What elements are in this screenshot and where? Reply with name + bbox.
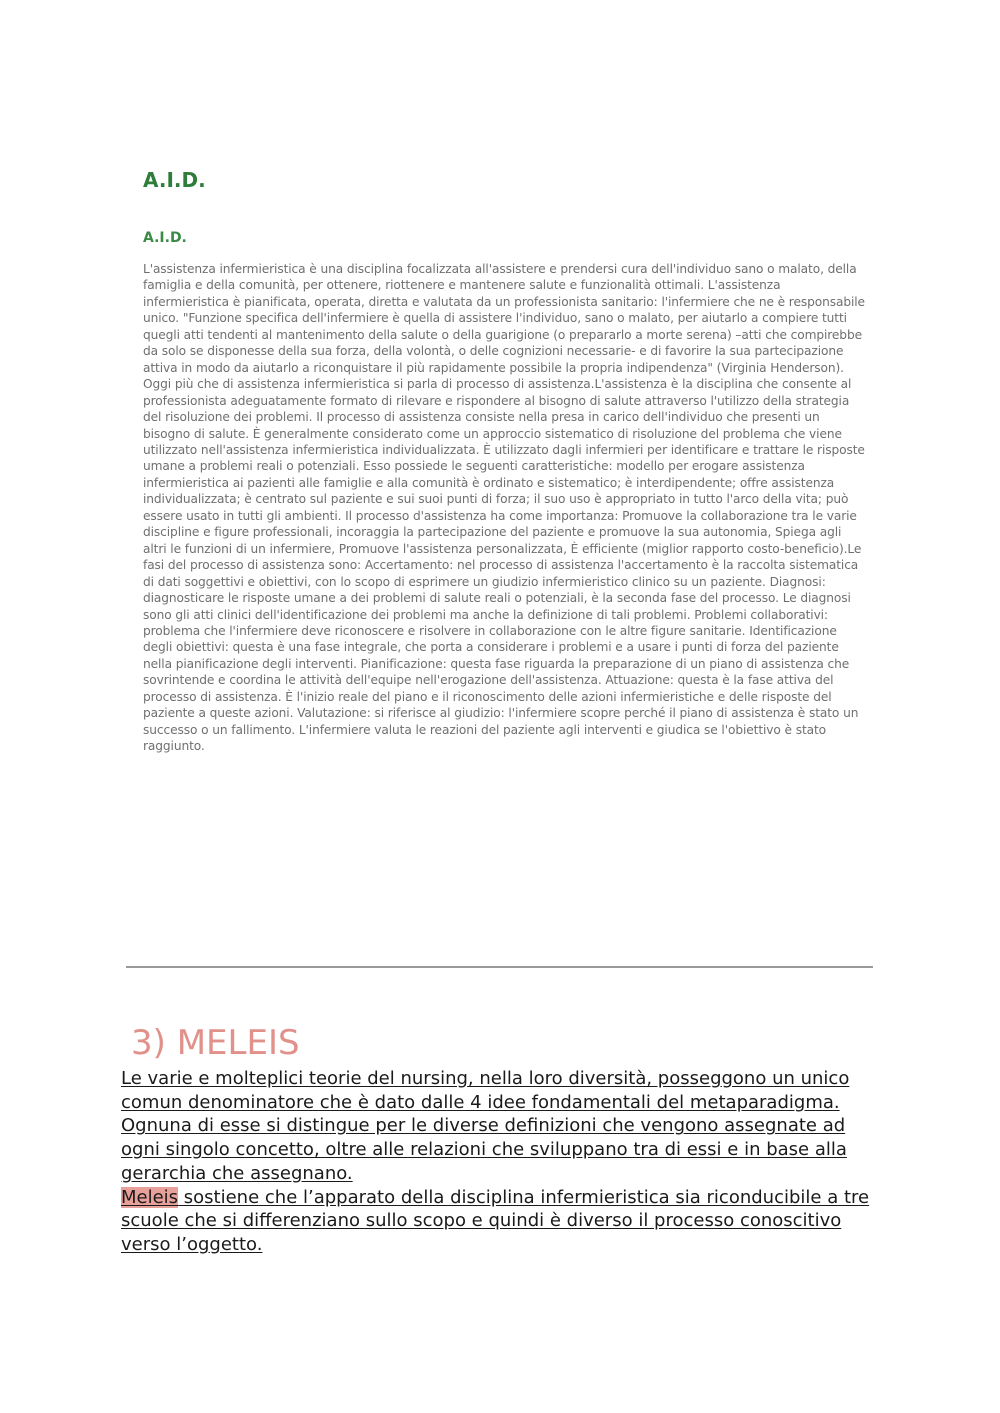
- aid-subtitle: A.I.D.: [143, 230, 187, 246]
- meleis-paragraph-2: Ognuna di esse si distingue per le diverse definizioni che vengono assegnate ad ogni singolo concetto, oltre alle relazioni che sviluppano tra di essi e in base alla gerarchia che assegnano.: [121, 1115, 847, 1184]
- section-divider: [126, 966, 873, 968]
- aid-paragraph: L'assistenza infermieristica è una disciplina focalizzata all'assistere e prendersi cura dell'individuo sano o malato, della famiglia e della comunità, per ottenere, riottenere e mantenere salute e funzionalità ottimali. L'assistenza infermieristica è pianificata, operata, diretta e valutata da un professionista sanitario: l'infermiere che ne è responsabile unico. "Funzione specifica dell'infermiere è quella di assistere l'individuo, sano o malato, per aiutarlo a compiere tutti quegli atti tendenti al mantenimento della salute o della guarigione (o prepararlo a morte serena) –atti che compirebbe da solo se disponesse della sua forza, della volontà, o delle cognizioni necessarie- e di favorire la sua partecipazione attiva in modo da aiutarlo a riconquistare il più rapidamente possibile la propria indipendenza" (Virginia Henderson). Oggi più che di assistenza infermieristica si parla di processo di assistenza.L'assistenza è la disciplina che consente al professionista adeguatamente formato di rilevare e rispondere al bisogno di salute attraverso l'utilizzo della strategia del risoluzione dei problemi. Il processo di assistenza consiste nella presa in carico dell'individuo che presenti un bisogno di salute. È generalmente considerato come un approccio sistematico di risoluzione del problema che viene utilizzato nell'assistenza infermieristica individualizzata. È utilizzato dagli infermieri per identificare e trattare le risposte umane a problemi reali o potenziali. Esso possiede le seguenti caratteristiche: modello per erogare assistenza infermieristica ai pazienti alle famiglie e alla comunità è ordinato e sistematico; è interdipendente; offre assistenza individualizzata; è centrato sul paziente e sui suoi punti di forza; il suo uso è appropriato in tutto l'arco della vita; può essere usato in tutti gli ambienti. Il processo d'assistenza ha come importanza: Promuove la collaborazione tra le varie discipline e figure professionali, incoraggia la partecipazione del paziente e promuove la sua autonomia, Spiega agli altri le funzioni di un infermiere, Promuove l'assistenza personalizzata, È efficiente (miglior rapporto costo-beneficio).Le fasi del processo di assistenza sono: Accertamento: nel processo di assistenza l'accertamento è la raccolta sistematica di dati soggettivi e obiettivi, con lo scopo di esprimere un giudizio infermieristico clinico su un paziente. Diagnosi: diagnosticare le risposte umane a dei problemi di salute reali o potenziali, è la seconda fase del processo. Le diagnosi sono gli atti clinici dell'identificazione dei problemi ma anche la definizione di tali problemi. Problemi collaborativi: problema che l'infermiere deve riconoscere e risolvere in collaborazione con le altre figure sanitarie. Identificazione degli obiettivi: questa è una fase integrale, che porta a considerare i problemi e a usare i punti di forza del paziente nella pianificazione degli interventi. Pianificazione: questa fase riguarda la preparazione di un piano di assistenza che sovrintende e coordina le attività dell'equipe nell'erogazione dell'assistenza. Attuazione: questa è la fase attiva del processo di assistenza. È l'inizio reale del piano e il riconoscimento delle azioni infermieristiche e delle risposte del paziente a queste azioni. Valutazione: si riferisce al giudizio: l'infermiere scopre perché il piano di assistenza è stato un successo o un fallimento. L'infermiere valuta le reazioni del paziente agli interventi e giudica se l'obiettivo è stato raggiunto.: [143, 262, 865, 754]
- meleis-body: [121, 1067, 881, 1257]
- meleis-heading: 3) MELEIS: [131, 1023, 300, 1063]
- meleis-paragraph-3-text: sostiene che l’apparato della disciplina infermieristica sia riconducibile a tre scuole che si differenziano sullo scopo e quindi è diverso il processo conoscitivo verso l’oggetto.: [121, 1186, 870, 1255]
- aid-title: A.I.D.: [143, 168, 206, 192]
- meleis-paragraph-3: [121, 1186, 881, 1257]
- meleis-paragraph-1: Le varie e molteplici teorie del nursing, nella loro diversità, posseggono un unico comun denominatore che è dato dalle 4 idee fondamentali del metaparadigma.: [121, 1068, 850, 1113]
- meleis-highlight: Meleis: [121, 1186, 179, 1208]
